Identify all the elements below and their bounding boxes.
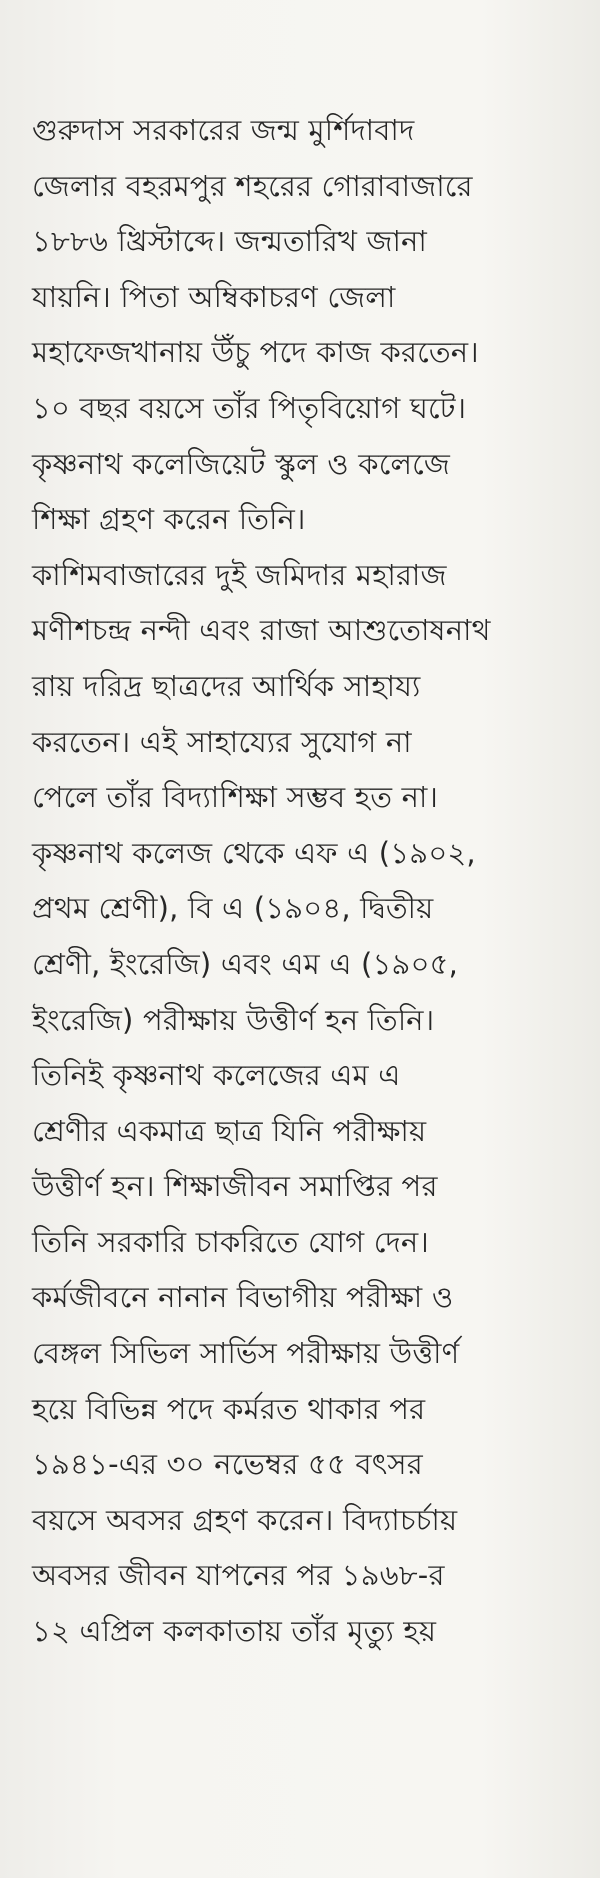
text-line: হয়ে বিভিন্ন পদে কর্মরত থাকার পর [32, 1391, 426, 1426]
text-line: উত্তীর্ণ হন। শিক্ষাজীবন সমাপ্তির পর [32, 1169, 438, 1204]
text-line: অবসর জীবন যাপনের পর ১৯৬৮-র [32, 1558, 445, 1593]
text-line: রায় দরিদ্র ছাত্রদের আর্থিক সাহায্য [32, 668, 421, 703]
text-line: কাশিমবাজারের দুই জমিদার মহারাজ [32, 557, 447, 592]
text-line: ১২ এপ্রিল কলকাতায় তাঁর মৃত্যু হয় [32, 1614, 437, 1649]
text-line: গুরুদাস সরকারের জন্ম মুর্শিদাবাদ [32, 113, 415, 147]
text-line: শ্রেণীর একমাত্র ছাত্র যিনি পরীক্ষায় [32, 1113, 427, 1148]
text-line: ইংরেজি) পরীক্ষায় উত্তীর্ণ হন তিনি। [32, 1002, 435, 1037]
text-line: বেঙ্গল সিভিল সার্ভিস পরীক্ষায় উত্তীর্ণ [32, 1336, 460, 1371]
text-line: কৃষ্ণনাথ কলেজিয়েট স্কুল ও কলেজে [32, 446, 450, 481]
text-line: প্রথম শ্রেণী), বি এ (১৯০৪, দ্বিতীয় [32, 891, 434, 926]
text-line: শ্রেণী, ইংরেজি) এবং এম এ (১৯০৫, [32, 946, 459, 981]
text-line: ১০ বছর বয়সে তাঁর পিতৃবিয়োগ ঘটে। [32, 390, 467, 425]
text-line: কর্মজীবনে নানান বিভাগীয় পরীক্ষা ও [32, 1280, 454, 1315]
text-line: তিনি সরকারি চাকরিতে যোগ দেন। [32, 1224, 429, 1259]
text-line: শিক্ষা গ্রহণ করেন তিনি। [32, 502, 306, 537]
text-line: তিনিই কৃষ্ণনাথ কলেজের এম এ [32, 1058, 401, 1093]
text-line: জেলার বহরমপুর শহরের গোরাবাজারে [32, 168, 473, 203]
text-line: যায়নি। পিতা অম্বিকাচরণ জেলা [32, 279, 396, 314]
text-line: মণীশচন্দ্র নন্দী এবং রাজা আশুতোষনাথ [32, 613, 491, 648]
text-line: করতেন। এই সাহায্যের সুযোগ না [32, 724, 412, 759]
text-line: মহাফেজখানায় উঁচু পদে কাজ করতেন। [32, 335, 479, 370]
text-line: ১৯৪১-এর ৩০ নভেম্বর ৫৫ বৎসর [32, 1447, 423, 1482]
biography-text-block [32, 103, 592, 1660]
text-line: বয়সে অবসর গ্রহণ করেন। বিদ্যাচর্চায় [32, 1502, 458, 1537]
text-line: পেলে তাঁর বিদ্যাশিক্ষা সম্ভব হত না। [32, 780, 439, 815]
text-line: ১৮৮৬ খ্রিস্টাব্দে। জন্মতারিখ জানা [32, 224, 427, 259]
text-line: কৃষ্ণনাথ কলেজ থেকে এফ এ (১৯০২, [32, 835, 476, 870]
